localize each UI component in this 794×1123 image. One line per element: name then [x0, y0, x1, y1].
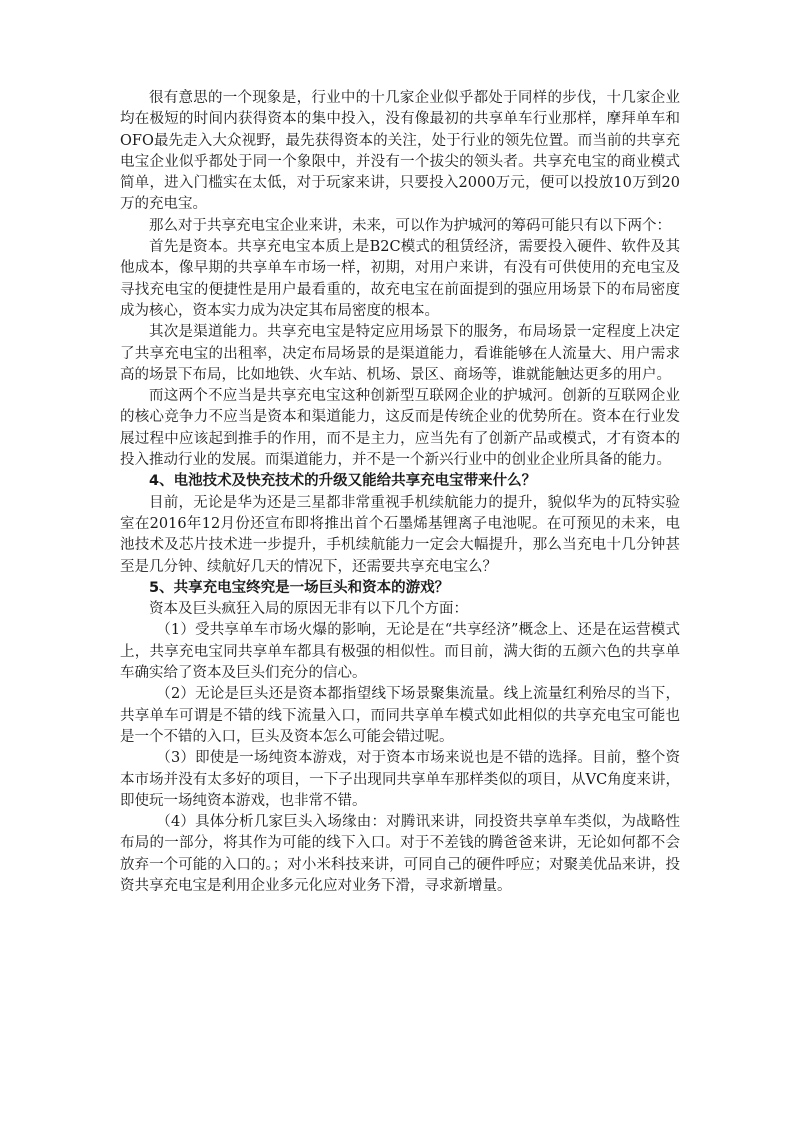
paragraph: 其次是渠道能力。共享充电宝是特定应用场景下的服务，布局场景一定程度上决定了共享充电宝的出租率，决定布局场景的是渠道能力，看谁能够在人流量大、用户需求高的场景下布局，比如地铁、火车站、机场、景区、商场等，谁就能触达更多的用户。 — [120, 324, 680, 383]
list-item: （4）具体分析几家巨头入场缘由：对腾讯来讲，同投资共享单车类似，为战略性布局的一部分，将其作为可能的线下入口。对于不差钱的腾爸爸来讲，无论如何都不会放弃一个可能的入口的。；对小米科技来讲，可同自己的硬件呼应；对聚美优品来讲，投资共享充电宝是利用企业多元化应对业务下滑，寻求新增量。 — [120, 814, 680, 894]
list-item: （2）无论是巨头还是资本都指望线下场景聚集流量。线上流量红利殆尽的当下，共享单车可谓是不错的线下流量入口，而同共享单车模式如此相似的共享充电宝可能也是一个不错的入口，巨头及资本怎么可能会错过呢。 — [120, 686, 680, 745]
list-item: （1）受共享单车市场火爆的影响，无论是在“共享经济”概念上、还是在运营模式上，共享充电宝同共享单车都具有极强的相似性。而目前，满大街的五颜六色的共享单车确实给了资本及巨头们充分的信心。 — [120, 622, 680, 682]
list-item: （3）即使是一场纯资本游戏，对于资本市场来说也是不错的选择。目前，整个资本市场并没有太多好的项目，一下子出现同共享单车那样类似的项目，从VC角度来讲，即使玩一场纯资本游戏，也非常不错。 — [120, 750, 680, 809]
paragraph: 资本及巨头疯狂入局的原因无非有以下几个方面： — [149, 601, 468, 618]
document-page — [120, 88, 680, 897]
paragraph: 那么对于共享充电宝企业来讲，未来，可以作为护城河的筹码可能只有以下两个： — [149, 217, 671, 234]
section-heading: 5、共享充电宝终究是一场巨头和资本的游戏？ — [149, 579, 450, 596]
paragraph: 首先是资本。共享充电宝本质上是B2C模式的租赁经济，需要投入硬件、软件及其他成本，像早期的共享单车市场一样，初期，对用户来讲，有没有可供使用的充电宝及寻找充电宝的便捷性是用户最看重的，故充电宝在前面提到的强应用场景下的布局密度成为核心，资本实力成为决定其布局密度的根本。 — [120, 239, 680, 319]
section-heading: 4、电池技术及快充技术的升级又能给共享充电宝带来什么？ — [149, 473, 537, 490]
paragraph: 而这两个不应当是共享充电宝这种创新型互联网企业的护城河。创新的互联网企业的核心竞争力不应当是资本和渠道能力，这反而是传统企业的优势所在。资本在行业发展过程中应该起到推手的作用，而不是主力，应当先有了创新产品或模式，才有资本的投入推动行业的发展。而渠道能力，并不是一个新兴行业中的创业企业所具备的能力。 — [120, 388, 680, 469]
paragraph: 目前，无论是华为还是三星都非常重视手机续航能力的提升，貌似华为的瓦特实验室在2016年12月份还宣布即将推出首个石墨烯基锂离子电池呢。在可预见的未来，电池技术及芯片技术进一步提升，手机续航能力一定会大幅提升，那么当充电十几分钟甚至是几分钟、续航好几天的情况下，还需要共享充电宝么？ — [120, 494, 680, 575]
paragraph: 很有意思的一个现象是，行业中的十几家企业似乎都处于同样的步伐，十几家企业均在极短的时间内获得资本的集中投入，没有像最初的共享单车行业那样，摩拜单车和OFO最先走入大众视野，最先获得资本的关注，处于行业的领先位置。而当前的共享充电宝企业似乎都处于同一个象限中，并没有一个拔尖的领头者。共享充电宝的商业模式简单，进入门槛实在太低，对于玩家来讲，只要投入2000万元，便可以投放10万到20万的充电宝。 — [120, 90, 680, 213]
